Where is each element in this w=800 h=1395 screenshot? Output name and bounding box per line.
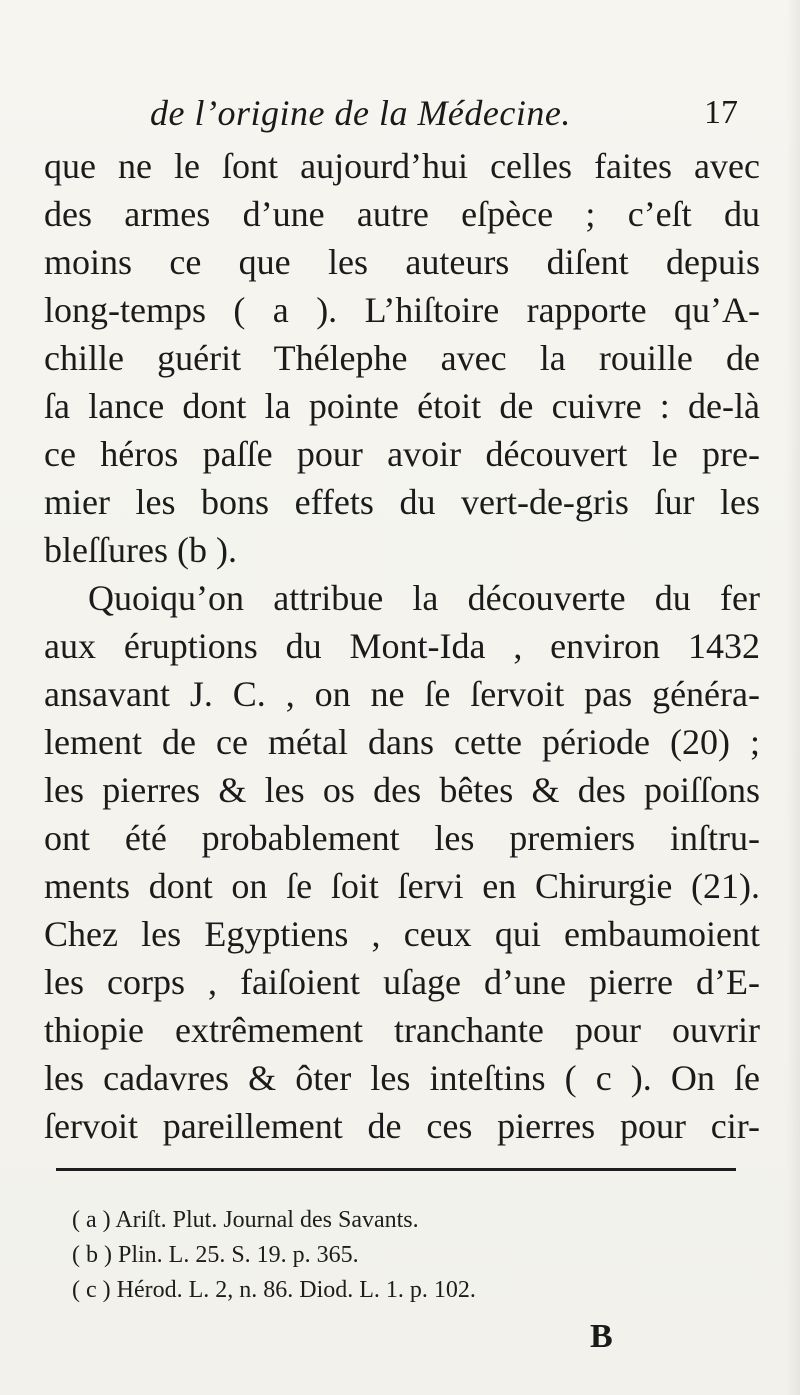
text-line: ont été probablement les premiers inſtru- bbox=[44, 818, 760, 858]
text-line: ſa lance dont la pointe étoit de cuivre : de-là bbox=[44, 386, 760, 426]
running-title: de l’origine de la Médecine. bbox=[150, 93, 571, 133]
paragraph-start-line: Quoiqu’on attribue la découverte du fer bbox=[88, 578, 760, 618]
paragraph-end-line: bleſſures (b ). bbox=[44, 530, 237, 570]
text-line: ſervoit pareillement de ces pierres pour cir- bbox=[44, 1106, 760, 1146]
text-line: des armes d’une autre eſpèce ; c’eſt du bbox=[44, 194, 760, 234]
signature-mark: B bbox=[590, 1318, 613, 1355]
text-line: que ne le ſont aujourd’hui celles faites avec bbox=[44, 146, 760, 186]
text-line: Chez les Egyptiens , ceux qui embaumoient bbox=[44, 914, 760, 954]
text-line: thiopie extrêmement tranchante pour ouvrir bbox=[44, 1010, 760, 1050]
text-line: les corps , faiſoient uſage d’une pierre d’E- bbox=[44, 962, 760, 1002]
text-line: moins ce que les auteurs diſent depuis bbox=[44, 242, 760, 282]
text-line: chille guérit Thélephe avec la rouille de bbox=[44, 338, 760, 378]
footnote-c: ( c ) Hérod. L. 2, n. 86. Diod. L. 1. p. 102. bbox=[72, 1277, 476, 1303]
body-text bbox=[44, 142, 760, 1150]
text-line: long-temps ( a ). L’hiſtoire rapporte qu’A- bbox=[44, 290, 760, 330]
text-line: les pierres & les os des bêtes & des poiſſons bbox=[44, 770, 760, 810]
page-header bbox=[150, 92, 750, 140]
page-edge-shadow bbox=[786, 0, 800, 1395]
page-number: 17 bbox=[704, 94, 738, 131]
text-line: lement de ce métal dans cette période (20) ; bbox=[44, 722, 760, 762]
footnote-rule bbox=[56, 1168, 736, 1171]
text-line: les cadavres & ôter les inteſtins ( c ). On ſe bbox=[44, 1058, 760, 1098]
footnote-b: ( b ) Plin. L. 25. S. 19. p. 365. bbox=[72, 1242, 359, 1268]
text-line: mier les bons effets du vert-de-gris ſur les bbox=[44, 482, 760, 522]
text-line: ce héros paſſe pour avoir découvert le pre- bbox=[44, 434, 760, 474]
text-line: ments dont on ſe ſoit ſervi en Chirurgie (21). bbox=[44, 866, 760, 906]
footnote-a: ( a ) Ariſt. Plut. Journal des Savants. bbox=[72, 1207, 419, 1233]
text-line: ansavant J. C. , on ne ſe ſervoit pas généra- bbox=[44, 674, 760, 714]
footnotes bbox=[72, 1203, 692, 1308]
text-line: aux éruptions du Mont-Ida , environ 1432 bbox=[44, 626, 760, 666]
